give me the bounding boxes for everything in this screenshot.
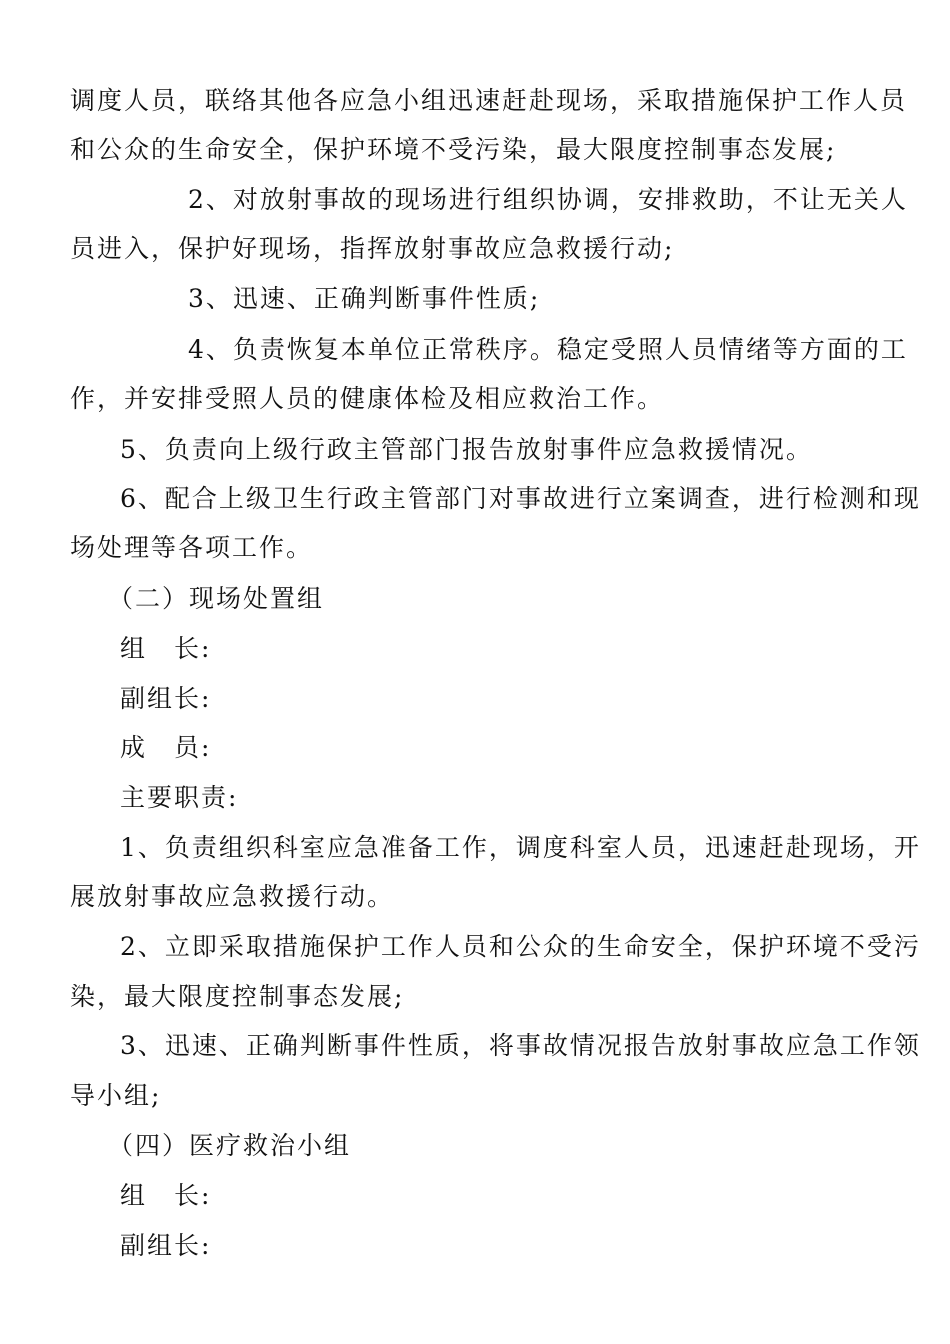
duties-title: 主要职责: — [120, 783, 239, 812]
deputy-leader-label: 副组长: — [120, 684, 212, 713]
paragraph-line: 调度人员，联络其他各应急小组迅速赶赴现场，采取措施保护工作人员 — [70, 86, 908, 115]
duty-item-1: 1、负责组织科室应急准备工作，调度科室人员，迅速赶赴现场，开 — [120, 833, 921, 862]
member-label: 成 员: — [120, 733, 212, 762]
duty-item-1-cont: 展放射事故应急救援行动。 — [70, 882, 395, 911]
paragraph-line: 和公众的生命安全，保护环境不受污染，最大限度控制事态发展; — [70, 135, 837, 164]
deputy-leader-label: 副组长: — [120, 1231, 212, 1260]
duty-item-3-cont: 导小组; — [70, 1081, 162, 1110]
section-heading: （二）现场处置组 — [108, 584, 325, 613]
leader-label: 组 长: — [120, 634, 212, 663]
duty-item-2-cont: 染，最大限度控制事态发展; — [70, 982, 405, 1011]
duty-item-4: 4、负责恢复本单位正常秩序。稳定受照人员情绪等方面的工 — [188, 335, 908, 364]
duty-item-3: 3、迅速、正确判断事件性质; — [188, 284, 541, 313]
duty-item-2: 2、立即采取措施保护工作人员和公众的生命安全，保护环境不受污 — [120, 932, 921, 961]
leader-label: 组 长: — [120, 1181, 212, 1210]
duty-item-6-cont: 场处理等各项工作。 — [70, 533, 314, 562]
section-heading: （四）医疗救治小组 — [108, 1131, 352, 1160]
duty-item-2-cont: 员进入，保护好现场，指挥放射事故应急救援行动; — [70, 234, 675, 263]
duty-item-5: 5、负责向上级行政主管部门报告放射事件应急救援情况。 — [120, 435, 813, 464]
duty-item-2: 2、对放射事故的现场进行组织协调，安排救助，不让无关人 — [188, 185, 908, 214]
duty-item-6: 6、配合上级卫生行政主管部门对事故进行立案调查，进行检测和现 — [120, 484, 921, 513]
duty-item-4-cont: 作，并安排受照人员的健康体检及相应救治工作。 — [70, 384, 665, 413]
duty-item-3: 3、迅速、正确判断事件性质，将事故情况报告放射事故应急工作领 — [120, 1031, 921, 1060]
